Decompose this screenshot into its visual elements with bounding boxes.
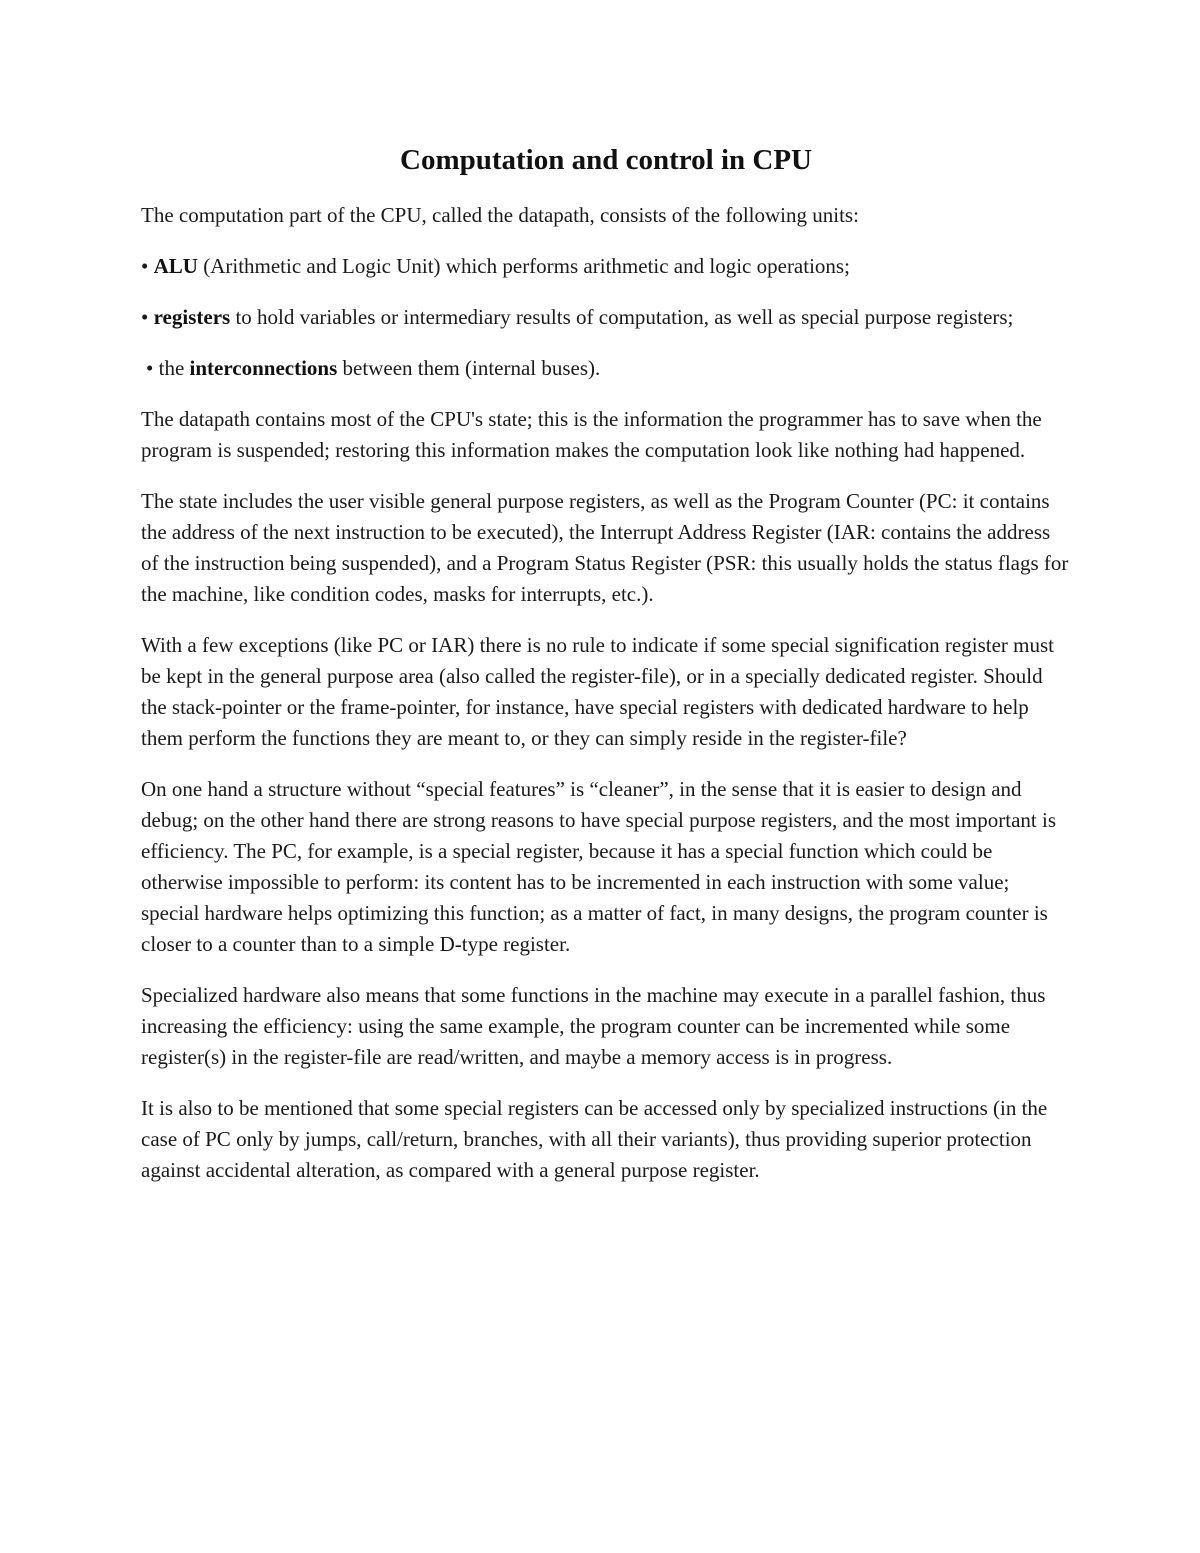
bullet-term: ALU bbox=[153, 254, 198, 278]
bullet-text: to hold variables or intermediary results of computation, as well as special purpose registers; bbox=[230, 305, 1014, 329]
bullet-alu bbox=[141, 251, 1071, 282]
bullet-marker: • bbox=[141, 254, 149, 278]
bullet-marker: • bbox=[141, 305, 149, 329]
paragraph-exceptions: With a few exceptions (like PC or IAR) there is no rule to indicate if some special signification register must be kept in the general purpose area (also called the register-file), or in a specially dedicated register. Should the stack-pointer or the frame-pointer, for instance, have special registers with dedicated hardware to help them perform the functions they are meant to, or they can simply reside in the register-file? bbox=[141, 633, 1054, 750]
bullet-marker: • bbox=[146, 356, 154, 380]
paragraph-protection: It is also to be mentioned that some special registers can be accessed only by specialized instructions (in the case of PC only by jumps, call/return, branches, with all their variants), thus providing superior protection against accidental alteration, as compared with a general purpose register. bbox=[141, 1096, 1048, 1182]
document-page bbox=[141, 140, 1071, 1206]
bullet-registers bbox=[141, 302, 1071, 333]
bullet-term: registers bbox=[153, 305, 231, 329]
bullet-term: interconnections bbox=[189, 356, 338, 380]
paragraph-datapath-state: The datapath contains most of the CPU's state; this is the information the programmer has to save when the program is suspended; restoring this information makes the computation look like nothing had happened. bbox=[141, 407, 1042, 462]
document-title: Computation and control in CPU bbox=[400, 144, 812, 176]
intro-paragraph: The computation part of the CPU, called the datapath, consists of the following units: bbox=[141, 203, 859, 227]
bullet-prefix: the bbox=[153, 356, 190, 380]
bullet-text: (Arithmetic and Logic Unit) which performs arithmetic and logic operations; bbox=[197, 254, 850, 278]
paragraph-efficiency: On one hand a structure without “special features” is “cleaner”, in the sense that it is easier to design and debug; on the other hand there are strong reasons to have special purpose registers, and the most important is efficiency. The PC, for example, is a special register, because it has a special function which could be otherwise impossible to perform: its content has to be incremented in each instruction with some value; special hardware helps optimizing this function; as a matter of fact, in many designs, the program counter is closer to a counter than to a simple D-type register. bbox=[141, 777, 1056, 956]
bullet-interconnections bbox=[141, 353, 1071, 384]
bullet-text: between them (internal buses). bbox=[337, 356, 601, 380]
paragraph-specialized-hardware: Specialized hardware also means that some functions in the machine may execute in a parallel fashion, thus increasing the efficiency: using the same example, the program counter can be incremented while some register(s) in the register-file are read/written, and maybe a memory access is in progress. bbox=[141, 983, 1046, 1069]
paragraph-state-registers: The state includes the user visible general purpose registers, as well as the Program Counter (PC: it contains the address of the next instruction to be executed), the Interrupt Address Register (IAR: contains the address of the instruction being suspended), and a Program Status Register (PSR: this usually holds the status flags for the machine, like condition codes, masks for interrupts, etc.). bbox=[141, 489, 1069, 606]
